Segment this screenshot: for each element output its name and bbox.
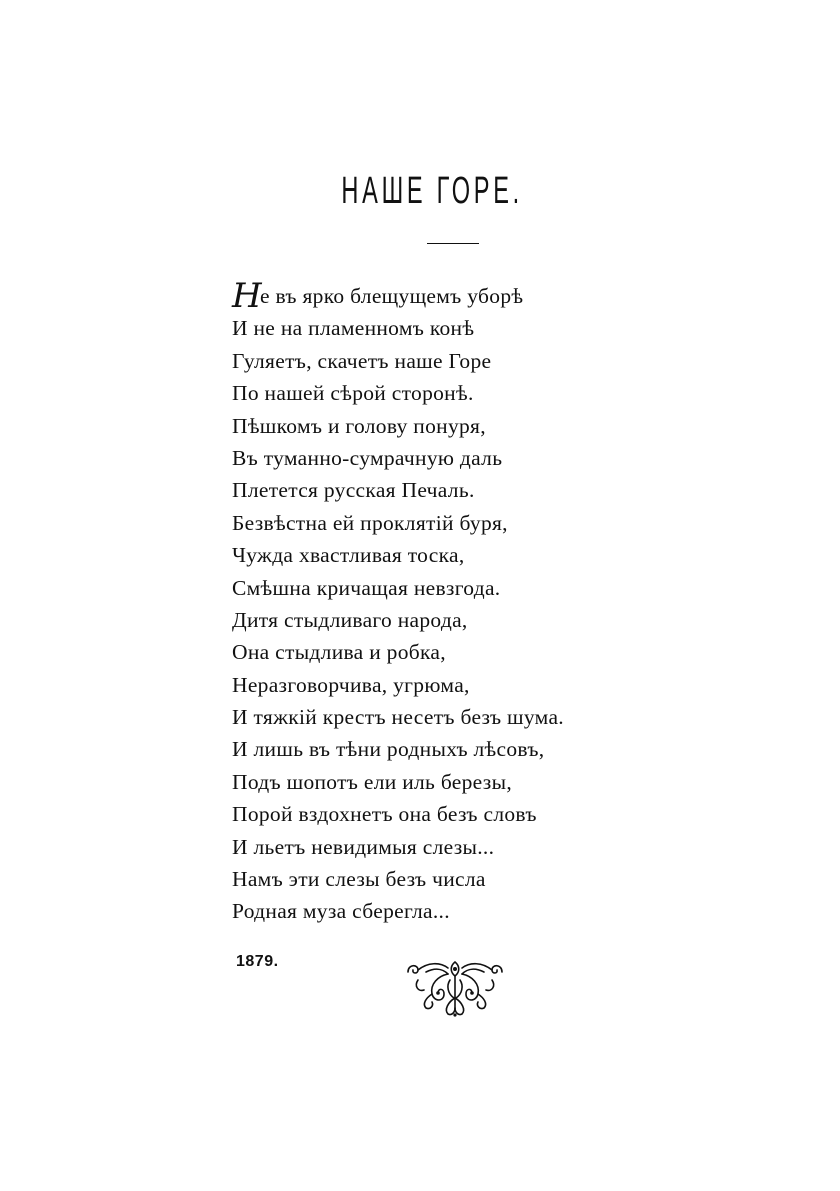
poem-line: Неразговорчива, угрюма,: [232, 672, 470, 697]
poem-line: Гуляетъ, скачетъ наше Горе: [232, 348, 492, 373]
poem-line: И тяжкій крестъ несетъ безъ шума.: [232, 705, 564, 730]
poem-line: По нашей сѣрой сторонѣ.: [232, 381, 474, 406]
poem-year: 1879.: [236, 953, 279, 970]
poem-line: Смѣшна кричащая невзгода.: [232, 575, 501, 600]
poem-line-1: [232, 276, 752, 316]
drop-cap: Н: [232, 276, 262, 316]
poem-line: Подъ шопотъ ели иль березы,: [232, 769, 512, 794]
first-line-text: е въ ярко блещущемъ уборѣ: [259, 284, 524, 308]
poem-line: И не на пламенномъ конѣ: [232, 316, 475, 341]
poem-line: Она стыдлива и робка,: [232, 640, 446, 665]
poem-line: Плетется русская Печаль.: [232, 478, 475, 503]
poem-line: Родная муза сберегла...: [232, 899, 450, 924]
poem-body: [232, 276, 752, 928]
floral-vignette-icon: [404, 958, 506, 1018]
poem-line: Въ туманно-сумрачную даль: [232, 445, 503, 470]
poem-line: И лишь въ тѣни родныхъ лѣсовъ,: [232, 737, 545, 762]
poem-line: Порой вздохнетъ она безъ словъ: [232, 802, 537, 827]
poem-line: Чужда хвастливая тоска,: [232, 543, 465, 568]
poem-line: Пѣшкомъ и голову понуря,: [232, 413, 486, 438]
poem-line: Намъ эти слезы безъ числа: [232, 867, 486, 892]
poem-line: Безвѣстна ей проклятій буря,: [232, 510, 508, 535]
title-divider: [427, 243, 479, 244]
poem-line: Дитя стыдливаго народа,: [232, 607, 468, 632]
poem-line: И льетъ невидимыя слезы...: [232, 834, 495, 859]
poem-title: НАШЕ ГОРЕ.: [341, 170, 523, 212]
